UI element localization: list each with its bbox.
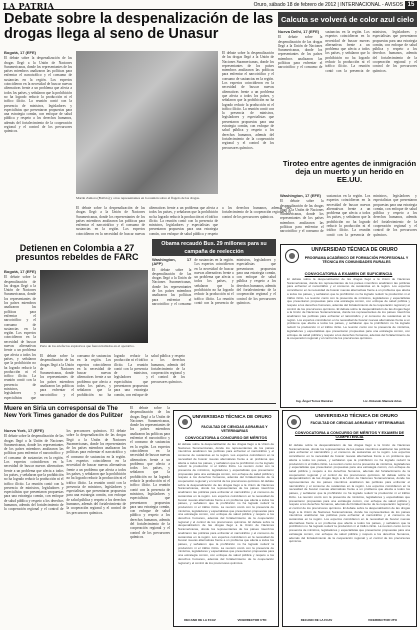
ad2-body-text-3: El debate sobre la despenalización de las drogas llegó a la Unión de Naciones Suramericanas, donde los representantes de los países miembros analizaron las políticas para enfrentar el narcotráfico y el consumo de sustancias en la región. Los expertos coincidieron en la necesidad de buscar nuevas alternativas frente a un problema que afecta a todos los países, y señalaron que la prohibición no ha logrado reducir la producción ni el tráfico ilícito. La reunión contó con la presencia de ministros, legisladores y especialistas que presentaron propuestas para una estrategia común, con enfoque de salud pública y respeto a los derechos humanos, además del fortalecimiento de la cooperación regional y el control de los precursores químicos. [178, 519, 274, 565]
main-story-text [4, 51, 72, 239]
muere-body-c: El debate sobre la despenalización de las drogas llegó a la Unión de Naciones Suramericanas, donde los representantes de los países miembros analizaron las políticas para enfrentar el narcotráfico y el consumo de sustancias en la región. Los expertos coincidieron en la necesidad de buscar nuevas alternativas frente a un problema que afecta a todos los países, y señalaron que la prohibición no ha logrado reducir la producción ni el tráfico ilícito. La reunión contó con la presencia de ministros, legisladores y especialistas que presentaron propuestas para una estrategia común, con enfoque de salud pública y respeto a los derechos humanos, además del fortalecimiento de la cooperación regional y el control de los precursores químicos. [130, 406, 171, 539]
ad-convocatoria-suficiencia [280, 244, 417, 408]
ad-concurso-competencia [282, 410, 417, 627]
ad3-signer-right: VICERRECTOR UTO [368, 618, 397, 623]
ad2-body-text: El debate sobre la despenalización de las drogas llegó a la Unión de Naciones Suramericanas, donde los representantes de los países miembros analizaron las políticas para enfrentar el narcotráfico y el consumo de sustancias en la región. Los expertos coincidieron en la necesidad de buscar nuevas alternativas frente a un problema que afecta a todos los países, y señalaron que la prohibición no ha logrado reducir la producción ni el tráfico ilícito. La reunión contó con la presencia de ministros, legisladores y especialistas que presentaron propuestas para una estrategia común, con enfoque de salud pública y respeto a los derechos humanos, además del fortalecimiento de la cooperación regional y el control de los precursores químicos. [178, 442, 274, 484]
ad2-body [178, 443, 274, 608]
calcuta-headline: Calcuta se volverá de color azul cielo [278, 12, 417, 27]
section-divider [4, 403, 276, 404]
ad3-university: UNIVERSIDAD TÉCNICA DE ORURO [315, 414, 398, 419]
ad2-signer-left: DECANO DE LA FCAV [184, 618, 216, 623]
ad2-call: CONVOCATORIA A CONCURSO DE MÉRITOS [184, 436, 268, 440]
page-header [3, 1, 417, 10]
dateline: Oruro, sábado 18 de febrero de 2012 | INTERNACIONAL - AVISOS [253, 2, 403, 8]
muere-headline: Muere en Siria un corresponsal de The New York Times ganador de dos Pulitzer [4, 405, 123, 419]
ad1-faculty: PROGRAMA ACADÉMICO DE FORMACIÓN PROFESIONAL Y TÉCNICA EN COMUNIDADES RURALES [304, 256, 409, 265]
calcuta-text [278, 30, 417, 156]
detienen-headline: Detienen en Colombia a 27 presuntos rebeldes de FARC [15, 243, 139, 263]
ad-concurso-meritos [173, 410, 279, 627]
ad1-body-text-2: El debate sobre la despenalización de las drogas llegó a la Unión de Naciones Suramericanas, donde los representantes de los países miembros analizaron las políticas para enfrentar el narcotráfico y el consumo de sustancias en la región. Los expertos coincidieron en la necesidad de buscar nuevas alternativas frente a un problema que afecta a todos los países, y señalaron que la prohibición no ha logrado reducir la producción ni el tráfico ilícito. La reunión contó con la presencia de ministros, legisladores y especialistas que presentaron propuestas para una estrategia común, con enfoque de salud pública y respeto a los derechos humanos, además del fortalecimiento de la cooperación regional y el control de los precursores químicos. [287, 306, 410, 341]
main-body-c: El debate sobre la despenalización de las drogas llegó a la Unión de Naciones Suramericanas, donde los representantes de los países miembros analizaron las políticas para enfrentar el narcotráfico y el consumo de sustancias en la región. Los expertos coincidieron en la necesidad de buscar nuevas alternativas frente a un problema que afecta a todos los países, y señalaron que la prohibición no ha logrado reducir la producción ni el tráfico ilícito. La reunión contó con la presencia de ministros, legisladores y especialistas que presentaron propuestas para una estrategia común, con enfoque de salud pública y respeto a los derechos humanos, además del fortalecimiento de la cooperación regional y el control de los precursores químicos. [222, 51, 274, 150]
main-body-b: El debate sobre la despenalización de las drogas llegó a la Unión de Naciones Suramericanas, donde los representantes de los países miembros analizaron las políticas para enfrentar el narcotráfico y el consumo de sustancias en la región. Los expertos coincidieron en la necesidad de buscar nuevas alternativas frente a un problema que afecta a todos los países, y señalaron que la prohibición no ha logrado reducir la producción ni el tráfico ilícito. La reunión contó con la presencia de ministros, legisladores y especialistas que presentaron propuestas para una estrategia común, con enfoque de salud pública y respeto a los derechos humanos, además del fortalecimiento de la cooperación regional y el control de los precursores químicos. [76, 206, 291, 236]
ad3-signer-left: DECANO DE LA FCAV [300, 618, 333, 623]
calcuta-body: El debate sobre la despenalización de las drogas llegó a la Unión de Naciones Suramericanas, donde los representantes de los países miembros analizaron las políticas para enfrentar el narcotráfico y el consumo de sustancias en la región. Los expertos coincidieron en la necesidad de buscar nuevas alternativas frente a un problema que afecta a todos los países, y señalaron que la prohibición no ha logrado reducir la producción ni el tráfico ilícito. La reunión contó con la presencia de ministros, legisladores y especialistas que presentaron propuestas para una estrategia común, con enfoque de salud pública y respeto a los derechos humanos, además del fortalecimiento de la cooperación regional y el control de los precursores químicos. [278, 30, 417, 73]
obama-kicker: Washington, 17 (AFP) [152, 257, 192, 267]
ad1-signer-right: Lic. Rolando Mamani Arias [363, 399, 402, 404]
ad3-body-text-2: El debate sobre la despenalización de las drogas llegó a la Unión de Naciones Suramericanas, donde los representantes de los países miembros analizaron las políticas para enfrentar el narcotráfico y el consumo de sustancias en la región. Los expertos coincidieron en la necesidad de buscar nuevas alternativas frente a un problema que afecta a todos los países, y señalaron que la prohibición no ha logrado reducir la producción ni el tráfico ilícito. La reunión contó con la presencia de ministros, legisladores y especialistas que presentaron propuestas para una estrategia común, con enfoque de salud pública y respeto a los derechos humanos, además del fortalecimiento de la cooperación regional y el control de los precursores químicos. [289, 472, 410, 510]
detienen-body-b: El debate sobre la despenalización de las drogas llegó a la Unión de Naciones Suramericanas, donde los representantes de los países miembros analizaron las políticas para enfrentar el narcotráfico y el consumo de sustancias en la región. Los expertos coincidieron en la necesidad de buscar nuevas alternativas frente a un problema que afecta a todos los países, y señalaron que la prohibición no ha logrado reducir la producción ni el tráfico ilícito. La reunión contó con la presencia de ministros, legisladores y especialistas que presentaron propuestas para una estrategia común, con enfoque de salud pública y respeto a los derechos humanos, además del fortalecimiento de la cooperación regional y el control de los precursores químicos. [40, 354, 185, 397]
ad1-signer-left: Ing. Ángel Torrez Ramírez [296, 399, 333, 404]
main-photo [76, 51, 218, 194]
ad2-university: UNIVERSIDAD TÉCNICA DE ORURO [192, 414, 272, 419]
main-headline: Debate sobre la despenalización de las drogas llega al seno de Unasur [4, 11, 274, 43]
ad3-body [289, 444, 410, 609]
ad2-faculty: FACULTAD DE CIENCIAS AGRARIAS Y VETERINARIAS [201, 425, 268, 434]
tiroteo-text [280, 194, 417, 242]
muere-kicker: Nueva York, 17 (EFE) [4, 428, 44, 433]
detienen-photo-caption: Parte de los artefactos explosivos que fueron hallados en el operativo. [40, 344, 135, 348]
ad1-body [287, 278, 410, 390]
detienen-body-a: El debate sobre la despenalización de las drogas llegó a la Unión de Naciones Suramericanas, donde los representantes de los países miembros analizaron las políticas para enfrentar el narcotráfico y el consumo de sustancias en la región. Los expertos coincidieron en la necesidad de buscar nuevas alternativas frente a un problema que afecta a todos los países, y señalaron que la prohibición no ha logrado reducir la producción ni el tráfico ilícito. La reunión contó con la presencia de ministros, legisladores y especialistas que [4, 275, 36, 400]
ad1-call: CONVOCATORIA A EXAMEN DE SUFICIENCIA [304, 271, 393, 276]
ad2-signer-right: VICERRECTOR UTO [237, 618, 267, 623]
muere-text [4, 429, 126, 627]
page-number: 15 [405, 1, 417, 9]
calcuta-kicker: Nueva Delhi, 17 (EFE) [278, 29, 320, 34]
tiroteo-kicker: Washington, 17 (EFE) [280, 193, 321, 198]
main-story-text-right [222, 51, 274, 239]
ad3-body-text-3: El debate sobre la despenalización de las drogas llegó a la Unión de Naciones Suramericanas, donde los representantes de los países miembros analizaron las políticas para enfrentar el narcotráfico y el consumo de sustancias en la región. Los expertos coincidieron en la necesidad de buscar nuevas alternativas frente a un problema que afecta a todos los países, y señalaron que la prohibición no ha logrado reducir la producción ni el tráfico ilícito. La reunión contó con la presencia de ministros, legisladores y especialistas que presentaron propuestas para una estrategia común, con enfoque de salud pública y respeto a los derechos humanos, además del fortalecimiento de la cooperación regional y el control de los precursores químicos. [289, 505, 410, 544]
muere-body-a: El debate sobre la despenalización de las drogas llegó a la Unión de Naciones Suramericanas, donde los representantes de los países miembros analizaron las políticas para enfrentar el narcotráfico y el consumo de sustancias en la región. Los expertos coincidieron en la necesidad de buscar nuevas alternativas frente a un problema que afecta a todos los países, y señalaron que la prohibición no ha logrado reducir la producción ni el tráfico ilícito. La reunión contó con la presencia de ministros, legisladores y especialistas que presentaron propuestas para una estrategia común, con enfoque de salud pública y respeto a los derechos humanos, además del fortalecimiento de la cooperación regional y el control de los precursores químicos. [4, 429, 108, 512]
main-kicker: Bogotá, 17 (EFE) [4, 50, 37, 55]
ad1-university: UNIVERSIDAD TÉCNICA DE ORURO [311, 247, 398, 253]
main-photo-caption: Martín Zamora (Bolivia) y otros representantes en la reunión sobre el flagelo de las drogas. [76, 196, 200, 200]
main-body-a: El debate sobre la despenalización de las drogas llegó a la Unión de Naciones Suramericanas, donde los representantes de los países miembros analizaron las políticas para enfrentar el narcotráfico y el consumo de sustancias en la región. Los expertos coincidieron en la necesidad de buscar nuevas alternativas frente a un problema que afecta a todos los países, y señalaron que la prohibición no ha logrado reducir la producción ni el tráfico ilícito. La reunión contó con la presencia de ministros, legisladores y especialistas que presentaron propuestas para una estrategia común, con enfoque de salud pública y respeto a los derechos humanos, además del fortalecimiento de la cooperación regional y el control de los precursores químicos. [4, 56, 72, 134]
tiroteo-headline: Tiroteo entre agentes de inmigración deja un muerto y un herido en EE.UU. [282, 159, 417, 184]
muere-text-cont [130, 406, 170, 627]
ad3-body-text: El debate sobre la despenalización de las drogas llegó a la Unión de Naciones Suramericanas, donde los representantes de los países miembros analizaron las políticas para enfrentar el narcotráfico y el consumo de sustancias en la región. Los expertos coincidieron en la necesidad de buscar nuevas alternativas frente a un problema que afecta a todos los países, y señalaron que la prohibición no ha logrado reducir la producción ni el tráfico ilícito. La reunión contó con la presencia de ministros, legisladores y especialistas que presentaron propuestas para una estrategia común, con enfoque de salud pública y respeto a los derechos humanos, además del fortalecimiento de la cooperación regional y el control de los precursores químicos. [289, 443, 410, 477]
main-story-text-cont [76, 206, 291, 239]
obama-body: El debate sobre la despenalización de las drogas llegó a la Unión de Naciones Suramericanas, donde los representantes de los países miembros analizaron las políticas para enfrentar el narcotráfico y el consumo de sustancias en la región. Los expertos coincidieron en la necesidad de buscar nuevas alternativas frente a un problema que afecta a todos los países, y señalaron que la prohibición no ha logrado reducir la producción ni el tráfico ilícito. La reunión contó con la presencia de ministros, legisladores y especialistas que presentaron propuestas para una estrategia común, con enfoque de salud pública y respeto a los derechos humanos, además del fortalecimiento de la cooperación regional y el control de los precursores químicos. [152, 258, 276, 306]
ad2-body-text-2: El debate sobre la despenalización de las drogas llegó a la Unión de Naciones Suramericanas, donde los representantes de los países miembros analizaron las políticas para enfrentar el narcotráfico y el consumo de sustancias en la región. Los expertos coincidieron en la necesidad de buscar nuevas alternativas frente a un problema que afecta a todos los países, y señalaron que la prohibición no ha logrado reducir la producción ni el tráfico ilícito. La reunión contó con la presencia de ministros, legisladores y especialistas que presentaron propuestas para una estrategia común, con enfoque de salud pública y respeto a los derechos humanos, además del fortalecimiento de la cooperación regional y el control de los precursores químicos. [178, 479, 274, 524]
ad3-faculty: FACULTAD DE CIENCIAS AGRARIAS Y VETERINARIAS [310, 421, 405, 425]
detienen-kicker: Bogotá, 17 (EFE) [4, 269, 37, 274]
detienen-text-right [40, 354, 185, 400]
tiroteo-body: El debate sobre la despenalización de las drogas llegó a la Unión de Naciones Suramericanas, donde los representantes de los países miembros analizaron las políticas para enfrentar el narcotráfico y el consumo de sustancias en la región. Los expertos coincidieron en la necesidad de buscar nuevas alternativas frente a un problema que afecta a todos los países, y señalaron que la prohibición no ha logrado reducir la producción ni el tráfico ilícito. La reunión contó con la presencia de ministros, legisladores y especialistas que presentaron propuestas para una estrategia común, con enfoque de salud pública y respeto a los derechos humanos, además del fortalecimiento de la cooperación regional y el control de los precursores químicos. [280, 194, 417, 237]
detienen-photo [40, 270, 148, 343]
ad3-call: CONVOCATORIA A CONCURSO DE MÉRITOS Y EXAMEN DE COMPETENCIA [294, 431, 405, 439]
muere-body-b: El debate sobre la despenalización de las drogas llegó a la Unión de Naciones Suramericanas, donde los representantes de los países miembros analizaron las políticas para enfrentar el narcotráfico y el consumo de sustancias en la región. Los expertos coincidieron en la necesidad de buscar nuevas alternativas frente a un problema que afecta a todos los países, y señalaron que la prohibición no ha logrado reducir la producción ni el tráfico ilícito. La reunión contó con la presencia de ministros, legisladores y especialistas que presentaron propuestas para una estrategia común, con enfoque de salud pública y respeto a los derechos humanos, además del fortalecimiento de la cooperación regional y el control de los precursores químicos. [66, 429, 126, 515]
ad1-body-text: El debate sobre la despenalización de las drogas llegó a la Unión de Naciones Suramericanas, donde los representantes de los países miembros analizaron las políticas para enfrentar el narcotráfico y el consumo de sustancias en la región. Los expertos coincidieron en la necesidad de buscar nuevas alternativas frente a un problema que afecta a todos los países, y señalaron que la prohibición no ha logrado reducir la producción ni el tráfico ilícito. La reunión contó con la presencia de ministros, legisladores y especialistas que presentaron propuestas para una estrategia común, con enfoque de salud pública y respeto a los derechos humanos, además del fortalecimiento de la cooperación regional y el control de los precursores químicos. [287, 277, 410, 311]
newspaper-logo: LA PATRIA [3, 1, 55, 11]
obama-headline: Obama recaudó Bus. 29 millones para su campaña de reelección [152, 239, 276, 256]
detienen-text-left [4, 270, 36, 400]
